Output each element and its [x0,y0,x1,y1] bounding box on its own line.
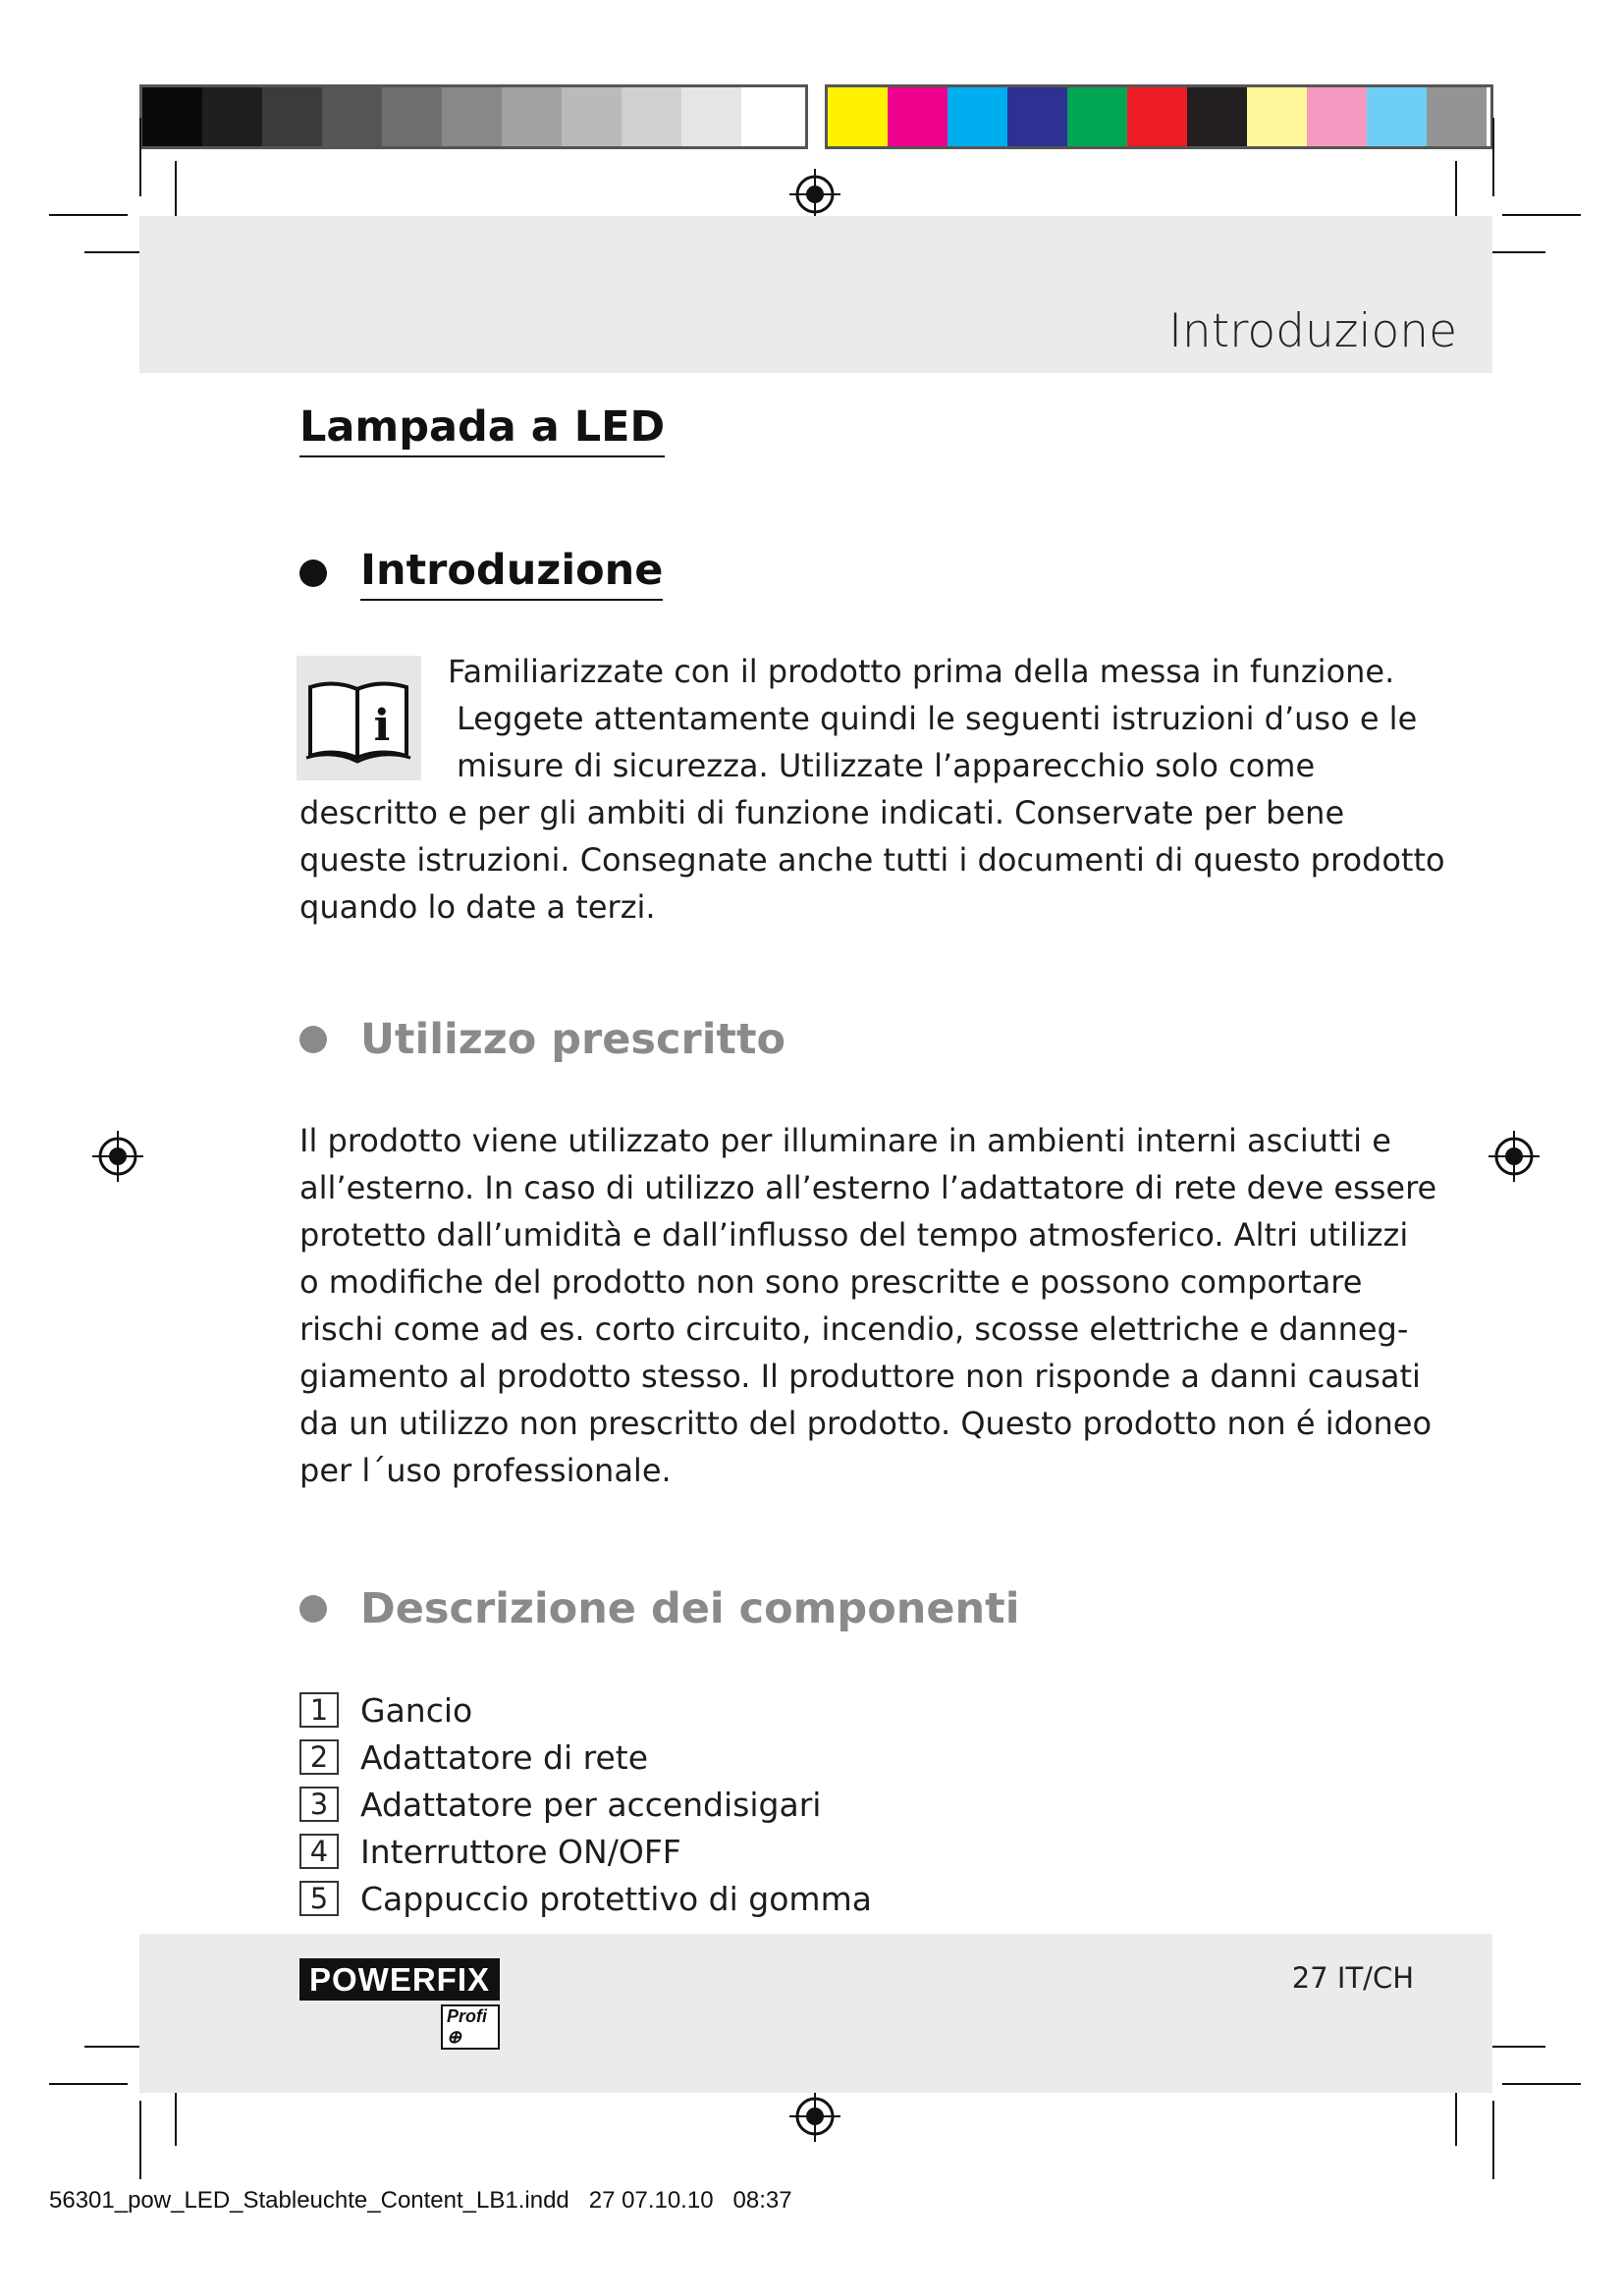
svg-text:i: i [373,701,391,751]
print-slug: 56301_pow_LED_Stableuchte_Content_LB1.indd 27 07.10.10 08:37 [49,2187,792,2214]
registration-mark-icon [789,169,840,220]
text-line: da un utilizzo non prescritto del prodotto. Questo prodotto non é idoneo [299,1405,1433,1442]
brand-sub-label: Profi [447,2006,488,2026]
crop-mark [139,2101,141,2179]
text-line: all’esterno. In caso di utilizzo all’esterno l’adattatore di rete deve essere [299,1169,1437,1206]
component-label: Cappuccio protettivo di gomma [360,1879,872,1918]
page-number: 27 IT/CH [1291,1961,1414,1995]
component-number: 2 [299,1739,339,1775]
usage-paragraph [299,1117,1436,1494]
component-number: 1 [299,1692,339,1728]
color-swatch [1127,87,1187,146]
section-heading-componenti [299,1584,1019,1633]
color-swatch [142,87,202,146]
crop-mark [1492,2101,1494,2179]
component-number: 5 [299,1881,339,1916]
text-line: Il prodotto viene utilizzato per illuminare in ambienti interni asciutti e [299,1122,1391,1159]
color-swatch [1187,87,1247,146]
crop-mark [1502,2083,1581,2085]
component-number: 3 [299,1787,339,1822]
color-calibration-strip [825,84,1493,149]
crop-mark [49,214,128,216]
text-line: Leggete attentamente quindi le seguenti istruzioni d’uso e le [457,700,1418,737]
color-swatch [1307,87,1367,146]
section-heading-label: Introduzione [360,546,663,601]
section-heading-introduzione [299,546,663,601]
color-swatch [1247,87,1307,146]
text-line: Familiarizzate con il prodotto prima della messa in funzione. [448,653,1395,690]
bullet-icon [299,1026,327,1053]
section-heading-utilizzo [299,1015,785,1064]
section-heading-label: Utilizzo prescritto [360,1015,786,1064]
text-line: o modifiche del prodotto non sono prescritte e possono comportare [299,1263,1363,1301]
color-swatch [681,87,741,146]
component-label: Adattatore di rete [360,1737,649,1777]
text-line: rischi come ad es. corto circuito, incendio, scosse elettriche e danneg- [299,1310,1409,1348]
color-swatch [1367,87,1427,146]
registration-mark-icon [789,2091,840,2142]
list-item [299,1875,872,1922]
registration-mark-icon [92,1131,143,1182]
components-list [299,1686,872,1922]
list-item [299,1828,872,1875]
color-swatch [1007,87,1067,146]
color-swatch [828,87,888,146]
component-number: 4 [299,1834,339,1869]
color-swatch [947,87,1007,146]
gray-calibration-strip [139,84,808,149]
intro-paragraph [299,648,1445,931]
document-title: Lampada a LED [299,402,665,457]
text-line: descritto e per gli ambiti di funzione indicati. Conservate per bene [299,794,1345,831]
text-line: per l´uso professionale. [299,1452,672,1489]
crop-mark [139,118,141,196]
color-swatch [622,87,681,146]
color-swatch [1067,87,1127,146]
header-title: Introduzione [1168,304,1457,358]
text-line: protetto dall’umidità e dall’influsso del tempo atmosferico. Altri utilizzi [299,1216,1409,1254]
list-item [299,1686,872,1734]
color-swatch [262,87,322,146]
color-swatch [502,87,562,146]
color-swatch [1427,87,1487,146]
bullet-icon [299,560,327,587]
crop-mark [49,2083,128,2085]
color-swatch [888,87,947,146]
component-label: Adattatore per accendisigari [360,1785,822,1824]
list-item [299,1781,872,1828]
text-line: misure di sicurezza. Utilizzate l’apparecchio solo come [457,747,1316,784]
color-swatch [202,87,262,146]
list-item [299,1734,872,1781]
brand-logo [299,1961,500,2047]
crop-mark [1492,118,1494,196]
text-line: quando lo date a terzi. [299,888,656,926]
color-swatch [382,87,442,146]
color-swatch [442,87,502,146]
brand-name: POWERFIX [299,1958,500,2001]
component-label: Gancio [360,1690,473,1730]
color-swatch [562,87,622,146]
registration-mark-icon [1489,1131,1540,1182]
text-line: giamento al prodotto stesso. Il produttore non risponde a danni causati [299,1358,1421,1395]
text-line: queste istruzioni. Consegnate anche tutti i documenti di questo prodotto [299,841,1445,879]
color-swatch [741,87,801,146]
color-swatch [322,87,382,146]
crop-mark [1502,214,1581,216]
brand-sub: Profi ⊕ [441,2004,500,2050]
section-heading-label: Descrizione dei componenti [360,1584,1020,1633]
bullet-icon [299,1595,327,1623]
component-label: Interruttore ON/OFF [360,1832,681,1871]
